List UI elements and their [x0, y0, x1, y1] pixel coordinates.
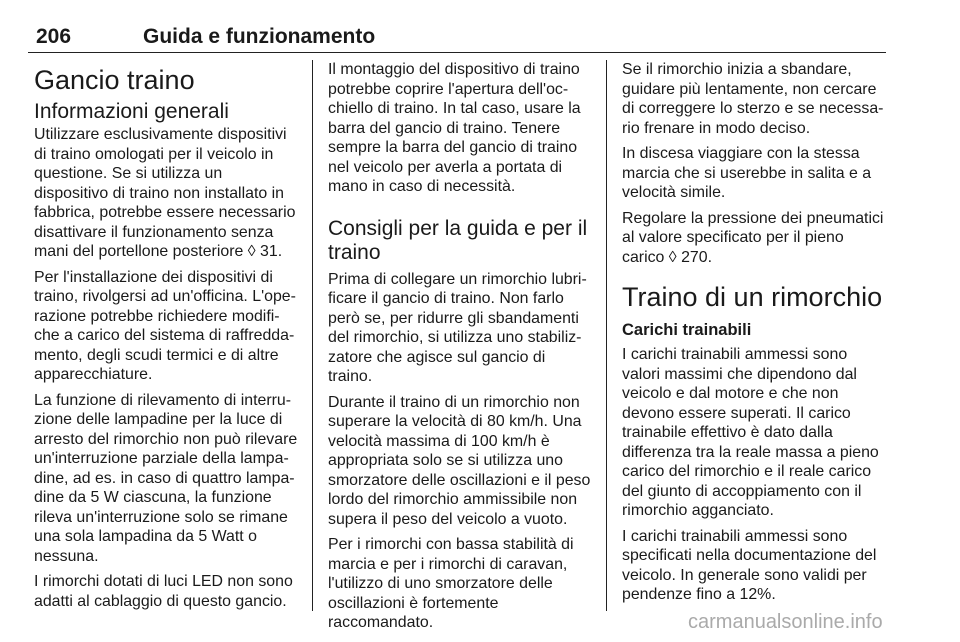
- column-left: [34, 60, 299, 617]
- paragraph: In discesa viaggiare con la stessa marcia che si userebbe in salita e a velocità simile.: [622, 145, 872, 201]
- paragraph: Per i rimorchi con bassa stabilità di marcia e per i rimorchi di caravan, l'utilizzo di uno smorzatore delle oscillazioni è fortemente raccomandato.: [328, 536, 574, 631]
- paragraph: I carichi trainabili ammessi sono valori massimi che dipendono dal veicolo e dal motore e che non devono essere superati. Il carico trainabile effettivo è dato dalla differenza tra la reale massa a pieno carico del rimorchio e il reale carico del giunto di accoppiamento con il rimorchio agganciato.: [622, 346, 879, 519]
- paragraph: La funzione di rilevamento di interruzione delle lampadine per la luce di arresto del rimorchio non può rilevare un'interruzione parziale della lampadine, ad es. in caso di quattro lampadine da 5 W ciascuna, la funzione rileva un'interruzione solo se rimane una sola lampadina da 5 Watt o nessuna.: [34, 391, 298, 565]
- paragraph: Utilizzare esclusivamente dispositivi di traino omologati per il veicolo in questione. Se si utilizza un dispositivo di traino non installato in fabbrica, potrebbe essere necessario disattivare il funzionamento senza mani del portellone posteriore ◊ 31.: [34, 126, 296, 260]
- column-middle: [328, 60, 593, 639]
- paragraph: Regolare la pressione dei pneumatici al valore specificato per il pieno carico ◊ 270.: [622, 209, 884, 266]
- paragraph: Durante il traino di un rimorchio non superare la velocità di 80 km/h. Una velocità massima di 100 km/h è appropriata solo se si utilizza uno smorzatore delle oscillazioni e il peso lordo del rimorchio ammissibile non supera il peso del veicolo a vuoto.: [328, 393, 591, 528]
- paragraph: Per l'installazione dei dispositivi di traino, rivolgersi ad un'officina. L'operazione potrebbe richiedere modifiche a carico del sistema di raffreddamento, degli scudi termici e di altre apparecchiature.: [34, 268, 296, 383]
- section-title-gancio-traino: Gancio traino: [34, 65, 195, 95]
- column-divider-left: [312, 60, 313, 611]
- paragraph: Prima di collegare un rimorchio lubrificare il gancio di traino. Non farlo però se, per ridurre gli sbandamenti del rimorchio, si utilizza uno stabilizzatore che agisce sul gancio di traino.: [328, 270, 587, 385]
- chapter-title: Guida e funzionamento: [143, 25, 376, 48]
- column-divider-right: [606, 60, 607, 611]
- subsection-title-informazioni-generali: Informazioni generali: [34, 100, 229, 123]
- page-header: [28, 22, 886, 53]
- subsection-title-consigli: Consigli per la guida e per il traino: [328, 216, 588, 264]
- paragraph: Se il rimorchio inizia a sbandare, guidare più lentamente, non cercare di correggere lo sterzo e se necessario frenare in modo deciso.: [622, 61, 884, 137]
- paragraph: I rimorchi dotati di luci LED non sono adatti al cablaggio di questo gancio.: [34, 573, 293, 610]
- section-title-traino-rimorchio: Traino di un rimorchio: [622, 282, 883, 312]
- watermark: carmanualsonline.info: [688, 611, 883, 633]
- column-right: [622, 60, 888, 611]
- page-number: 206: [36, 25, 72, 48]
- paragraph: Il montaggio del dispositivo di traino potrebbe coprire l'apertura dell'occhiello di traino. In tal caso, usare la barra del gancio di traino. Tenere sempre la barra del gancio di traino nel veicolo per averla a portata di mano in caso di necessità.: [328, 61, 581, 195]
- subsection-title-carichi-trainabili: Carichi trainabili: [622, 321, 752, 339]
- paragraph: I carichi trainabili ammessi sono specificati nella documentazione del veicolo. In generale sono validi per pendenze fino a 12%.: [622, 527, 877, 603]
